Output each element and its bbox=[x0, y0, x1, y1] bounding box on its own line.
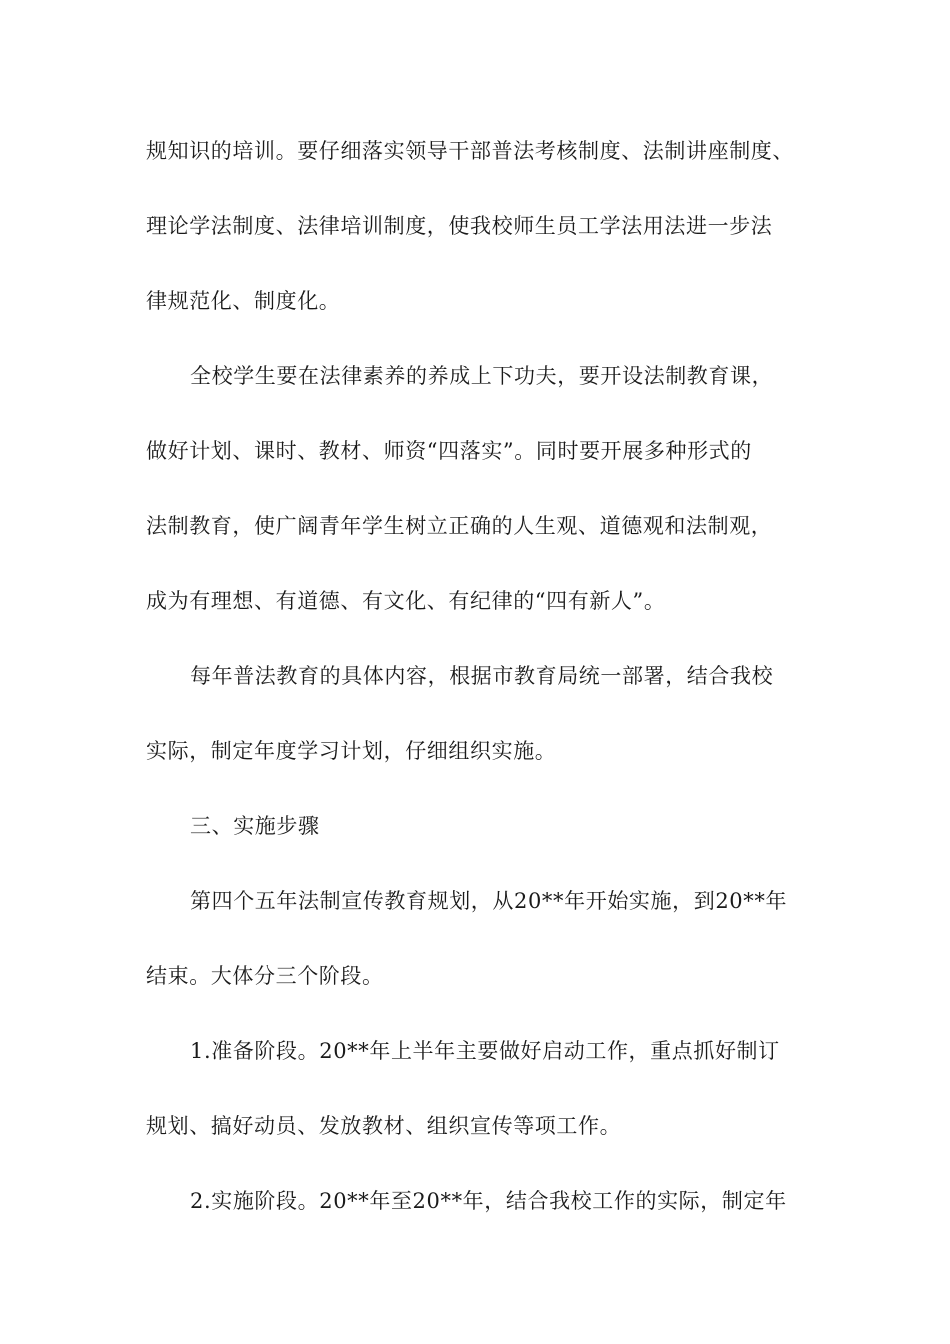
paragraph-first-line: 每年普法教育的具体内容，根据市教育局统一部署，结合我校 bbox=[190, 664, 774, 688]
paragraph-first-line: 第四个五年法制宣传教育规划，从20**年开始实施，到20**年 bbox=[190, 889, 788, 913]
body-text-line: 规知识的培训。要仔细落实领导干部普法考核制度、法制讲座制度、 bbox=[146, 139, 794, 163]
body-text-line: 法制教育，使广阔青年学生树立正确的人生观、道德观和法制观， bbox=[146, 514, 773, 538]
body-text-line: 实际，制定年度学习计划，仔细组织实施。 bbox=[146, 739, 557, 763]
list-item-first-line: 2.实施阶段。20**年至20**年，结合我校工作的实际，制定年 bbox=[190, 1189, 787, 1213]
section-heading: 三、实施步骤 bbox=[190, 814, 320, 838]
body-text-line: 理论学法制度、法律培训制度，使我校师生员工学法用法进一步法 bbox=[146, 214, 773, 238]
body-text-line: 律规范化、制度化。 bbox=[146, 289, 341, 313]
body-text-line: 成为有理想、有道德、有文化、有纪律的“四有新人”。 bbox=[146, 589, 666, 613]
body-text-line: 做好计划、课时、教材、师资“四落实”。同时要开展多种形式的 bbox=[146, 439, 752, 463]
list-item-first-line: 1.准备阶段。20**年上半年主要做好启动工作，重点抓好制订 bbox=[190, 1039, 780, 1063]
body-text-line: 规划、搞好动员、发放教材、组织宣传等项工作。 bbox=[146, 1114, 622, 1138]
body-text-line: 结束。大体分三个阶段。 bbox=[146, 964, 384, 988]
paragraph-first-line: 全校学生要在法律素养的养成上下功夫，要开设法制教育课， bbox=[190, 364, 774, 388]
